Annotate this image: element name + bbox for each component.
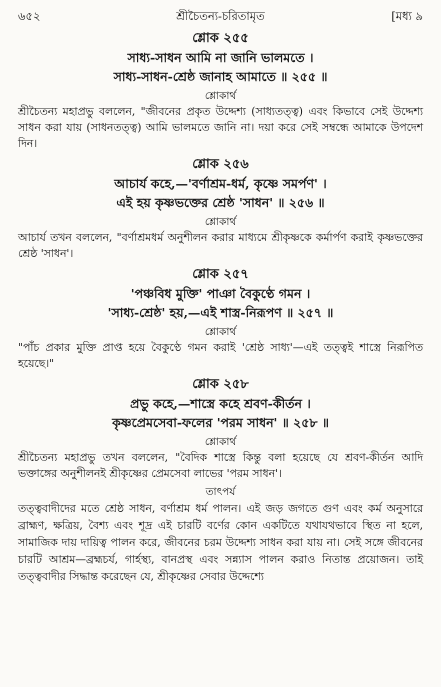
verse-line: 'সাধ্য-শ্রেষ্ঠ' হয়,—এই শাস্ত্র-নিরূপণ ॥ ২৫৭ ॥ <box>107 305 334 320</box>
translation-label: শ্লোকার্থ <box>204 90 237 102</box>
translation-label: শ্লোকার্থ <box>204 436 237 448</box>
sloka-block-256 <box>18 156 423 262</box>
running-title: শ্রীচৈতন্য-চরিতামৃত <box>176 9 265 23</box>
verse-line: আচার্য কহে,—'বর্ণাশ্রম-ধর্ম, কৃষ্ণে সমর্পণ' । <box>114 176 327 191</box>
translation-label: শ্লোকার্থ <box>204 216 237 228</box>
translation-label: শ্লোকার্থ <box>204 326 237 338</box>
verse-line: প্রভু কহে,—শাস্ত্রে কহে শ্রবণ-কীর্তন । <box>130 396 311 411</box>
page-number: ৬৫২ <box>18 9 41 23</box>
translation-text: শ্রীচৈতন্য মহাপ্রভু বললেন, "জীবনের প্রকৃত উদ্দেশ্য (সাধ্যতত্ত্ব) এবং কিভাবে সেই উদ্দেশ্য সাধন করা যায় (সাধনতত্ত্ব) আমি ভালমতে জানি না। দয়া করে সেই সম্বন্ধে আমাকে উপদেশ দিন। <box>18 105 423 150</box>
verse-line: সাধ্য-সাধন-শ্রেষ্ঠ জানাহ আমাতে ॥ ২৫৫ ॥ <box>113 69 328 84</box>
purport-text: তত্ত্ববাদীদের মতে শ্রেষ্ঠ সাধন, বর্ণাশ্রম ধর্ম পালন। এই জড় জগতে গুণ এবং কর্ম অনুসারে ব্রাহ্মণ, ক্ষত্রিয়, বৈশ্য এবং শূদ্র এই চারটি বর্ণের কোন একটিতে যথাযথভাবে স্থিত না হলে, সামাজিক দায় দায়িত্ব পালন করে, জীবনের চরম উদ্দেশ্য সাধন করা যায় না। সেই সঙ্গে জীবনের চারটি আশ্রম—ব্রহ্মচর্য, গার্হস্থ্য, বানপ্রস্থ এবং সন্ন্যাস পালন করাও নিতান্ত প্রয়োজন। তাই তত্ত্ববাদীর সিদ্ধান্ত করেছেন যে, শ্রীকৃষ্ণের সেবার উদ্দেশ্যে <box>18 502 423 583</box>
section-marker: [মধ্য ৯ <box>391 9 423 23</box>
verse-line: সাধ্য-সাধন আমি না জানি ভালমতে । <box>127 50 314 65</box>
page-header <box>18 6 423 26</box>
translation-text: শ্রীচৈতন্য মহাপ্রভু তখন বললেন, "বৈদিক শাস্ত্রে কিন্তু বলা হয়েছে যে শ্রবণ-কীর্তন আদি ভক্তাঙ্গের অনুশীলনই শ্রীকৃষ্ণের প্রেমসেবা লাভের 'পরম সাধন'। <box>18 451 423 480</box>
sloka-block-258 <box>18 376 423 482</box>
sloka-heading: শ্লোক ২৫৮ <box>192 377 249 392</box>
translation-text: "পাঁচ প্রকার মুক্তি প্রাপ্ত হয়ে বৈকুণ্ঠে গমন করাই 'শ্রেষ্ঠ সাধ্য'—এই তত্ত্বই শাস্ত্রে নিরূপিত হয়েছে।" <box>18 341 423 370</box>
translation-text: আচার্য তখন বললেন, "বর্ণাশ্রমধর্ম অনুশীলন করার মাধ্যমে শ্রীকৃষ্ণকে কর্মার্পণ করাই কৃষ্ণভক্তের শ্রেষ্ঠ 'সাধন'। <box>18 231 423 260</box>
purport-block <box>18 484 423 585</box>
verse-line: কৃষ্ণপ্রেমসেবা-ফলের 'পরম সাধন' ॥ ২৫৮ ॥ <box>112 415 329 430</box>
sloka-heading: শ্লোক ২৫৭ <box>192 267 249 282</box>
sloka-block-257 <box>18 266 423 372</box>
sloka-heading: শ্লোক ২৫৫ <box>192 31 249 46</box>
sloka-heading: শ্লোক ২৫৬ <box>192 157 249 172</box>
verse-line: এই হয় কৃষ্ণভক্তের শ্রেষ্ঠ 'সাধন' ॥ ২৫৬ ॥ <box>116 195 325 210</box>
purport-label: তাৎপর্য <box>205 486 236 498</box>
verse-line: 'পঞ্চবিধ মুক্তি' পাঞা বৈকুণ্ঠে গমন । <box>130 286 311 301</box>
sloka-block-255 <box>18 30 423 152</box>
